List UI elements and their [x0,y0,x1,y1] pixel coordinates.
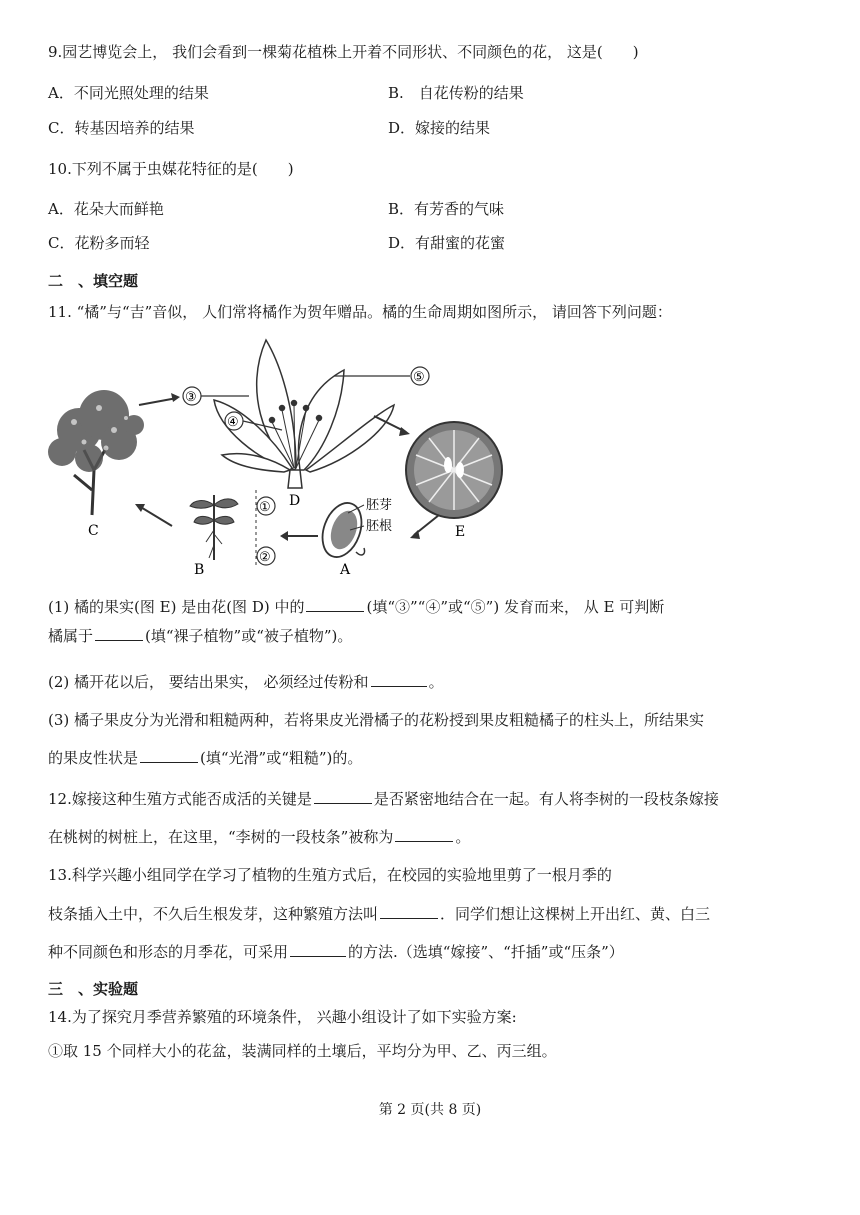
q13-text-c: ．同学们想让这棵树上开出红、黄、白三 [440,905,711,923]
q12-text-b: 是否紧密地结合在一起。有人将李树的一段枝条嫁接 [373,790,719,808]
q9-option-c: C．转基因培养的结果 [48,119,195,137]
q11-p2-text-b: 。 [428,673,444,691]
seedling-illustration [190,495,238,560]
q13-blank-2 [290,942,346,957]
page-footer: 第 2 页(共 8 页) [378,1102,482,1118]
q13-blank-1 [380,904,438,919]
label-b: B [194,562,205,578]
q13-text-a: 13.科学兴趣小组同学在学习了植物的生殖方式后，在校园的实验地里剪了一根月季的 [48,866,612,884]
flower-illustration [214,340,394,488]
fruit-cross-section [406,422,502,518]
section-heading-fill-in: 二 、填空题 [48,272,139,290]
q13-text-b: 枝条插入土中，不久后生根发芽，这种繁殖方法叫 [48,905,379,923]
q11-p1-text-d: (填“裸子植物”或“被子植物”)。 [145,627,353,645]
label-e: E [455,524,466,540]
q9-option-b: B. 自花传粉的结果 [388,84,524,102]
q11-p2-blank [371,672,427,687]
q11-p3-text-b: 的果皮性状是 [48,749,139,767]
q9-option-a: A．不同光照处理的结果 [48,84,209,102]
q11-p1-blank-2 [95,626,143,641]
label-circle-5: ⑤ [413,370,425,385]
q10-option-d: D．有甜蜜的花蜜 [388,234,506,252]
section-heading-experiment: 三 、实验题 [48,980,139,998]
q11-p3-blank [140,748,198,763]
q11-p1-text-c: 橘属于 [48,627,94,645]
tree-illustration [48,390,144,515]
q10-option-b: B．有芳香的气味 [388,200,505,218]
q11-p2-text-a: (2) 橘开花以后， 要结出果实， 必须经过传粉和 [48,673,369,691]
q9-option-d: D．嫁接的结果 [388,119,491,137]
label-circle-3: ③ [185,390,197,405]
orange-life-cycle-figure [44,330,514,580]
q14-step-1: ①取 15 个同样大小的花盆，装满同样的土壤后，平均分为甲、乙、丙三组。 [48,1042,557,1060]
q13-text-e: 的方法.（选填“嫁接”、“扦插”或“压条”） [348,943,624,961]
label-circle-1: ① [259,500,271,515]
q11-p3-text-c: (填“光滑”或“粗糙”)的。 [200,749,363,767]
label-circle-2: ② [259,550,271,565]
q14-stem: 14.为了探究月季营养繁殖的环境条件， 兴趣小组设计了如下实验方案: [48,1008,517,1026]
label-c: C [88,523,99,539]
q12-blank-1 [314,789,372,804]
q12-text-a: 12.嫁接这种生殖方式能否成活的关键是 [48,790,312,808]
q10-option-c: C．花粉多而轻 [48,234,150,252]
q11-p3-text-a: (3) 橘子果皮分为光滑和粗糙两种，若将果皮光滑橘子的花粉授到果皮粗糙橘子的柱头上，所结果实 [48,711,705,729]
q10-stem: 10.下列不属于虫媒花特征的是( ) [48,160,294,178]
label-peiya: 胚芽 [366,498,393,513]
q11-p1-blank-1 [306,597,364,612]
q11-stem: 11. “橘”与“吉”音似， 人们常将橘作为贺年赠品。橘的生命周期如图所示， 请回答下列问题： [48,303,672,321]
q11-p1-text-b: (填“③”“④”或“⑤”) 发育而来， 从 E 可判断 [366,598,665,616]
q11-p1-text-a: (1) 橘的果实(图 E) 是由花(图 D) 中的 [48,598,305,616]
q9-stem: 9.园艺博览会上， 我们会看到一棵菊花植株上开着不同形状、不同颜色的花， 这是( ) [48,43,639,61]
q10-option-a: A．花朵大而鲜艳 [48,200,164,218]
q13-text-d: 种不同颜色和形态的月季花，可采用 [48,943,289,961]
q12-text-d: 。 [455,828,471,846]
q12-text-c: 在桃树的树桩上，在这里，“李树的一段枝条”被称为 [48,828,394,846]
q12-blank-2 [395,827,453,842]
label-a: A [340,562,351,578]
label-peigen: 胚根 [366,519,393,534]
label-d: D [289,493,301,509]
label-circle-4: ④ [227,415,239,430]
